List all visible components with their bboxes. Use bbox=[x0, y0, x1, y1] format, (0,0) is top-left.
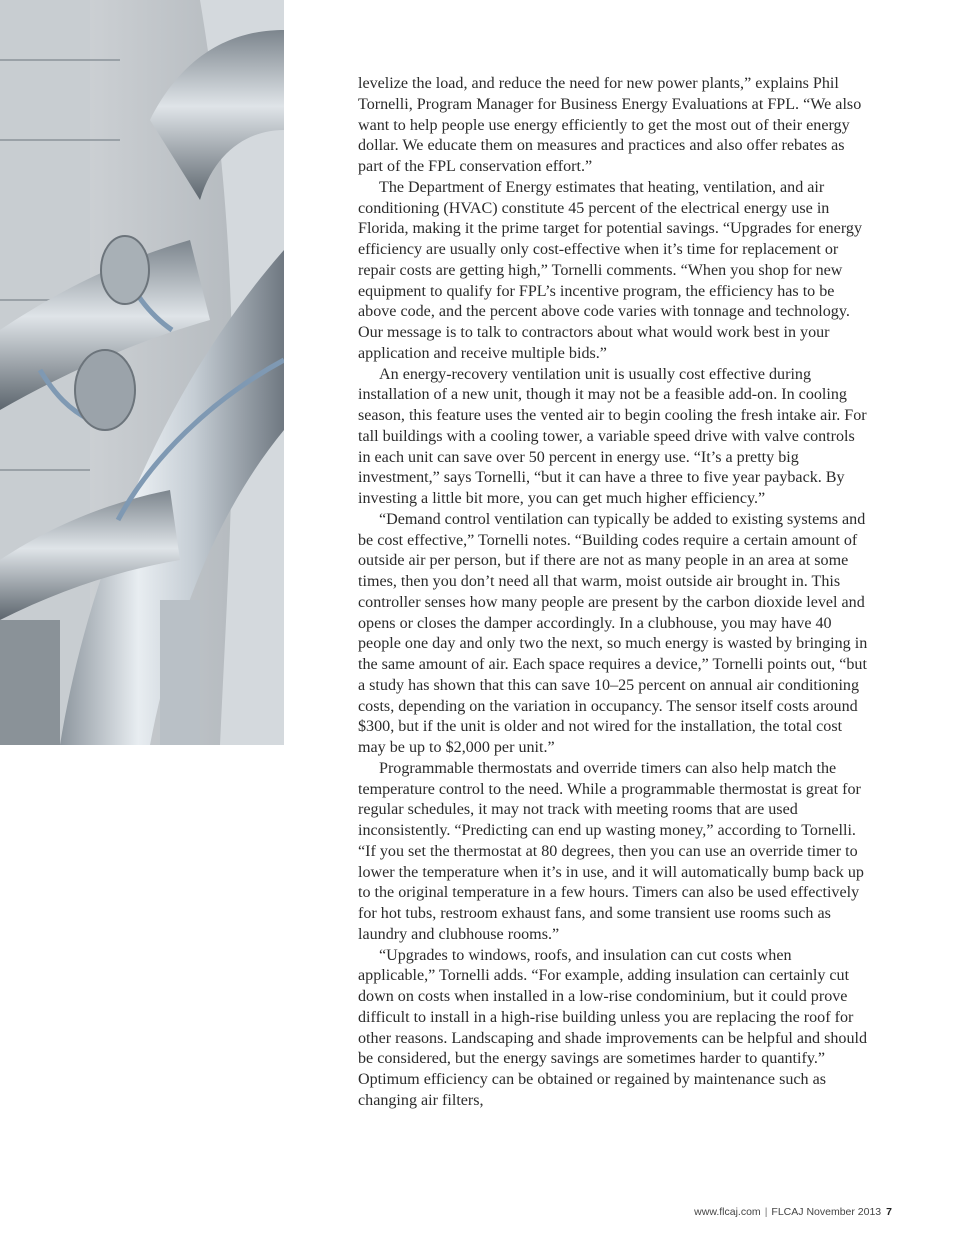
article-paragraph: An energy-recovery ventilation unit is usually cost effective during installation of a new unit, though it may not be a feasible add-on. In cooling season, this feature uses the vented air to begin cooling the fresh intake air. For tall buildings with a cooling tower, a variable speed drive with valve controls in each unit can save over 50 percent in energy use. “It’s a pretty big investment,” says Tornelli, “but it can have a three to five year payback. By investing a little bit more, you can get much higher efficiency.” bbox=[358, 365, 867, 507]
article-paragraph: Programmable thermostats and override timers can also help match the temperature control to the need. While a programmable thermostat is great for regular schedules, it may not track with meeting rooms that are used inconsistently. “Predicting can end up wasting money,” according to Tornelli. “If you set the thermostat at 80 degrees, then you can use an override timer to lower the temperature when it’s in use, and it will automatically bump back up to the original temperature in a few hours. Timers can also be used effectively for hot tubs, restroom exhaust fans, and some transient use rooms such as laundry and clubhouse rooms.” bbox=[358, 759, 864, 943]
footer-issue-date: November 2013 bbox=[806, 1206, 882, 1218]
page-footer bbox=[694, 1206, 892, 1218]
page-number: 7 bbox=[886, 1206, 892, 1218]
article-body bbox=[358, 74, 870, 1112]
article-paragraph: levelize the load, and reduce the need for new power plants,” explains Phil Tornelli, Program Manager for Business Energy Evaluations at FPL. “We also want to help people use energy efficiently to get the most out of their energy dollar. We educate them on measures and practices and also offer rebates as part of the FPL conservation effort.” bbox=[358, 75, 862, 175]
footer-publication: FLCAJ bbox=[771, 1206, 804, 1218]
footer-separator: | bbox=[764, 1206, 768, 1218]
article-paragraph: The Department of Energy estimates that heating, ventilation, and air conditioning (HVAC) constitute 45 percent of the electrical energy use in Florida, making it the prime target for potential savings. “Upgrades for energy efficiency are usually only cost-effective when it’s time for replacement or repair costs are getting high,” Tornelli comments. “When you shop for new equipment to qualify for FPL’s incentive program, the efficiency has to be above code, and the percent above code varies with tonnage and technology. Our message is to talk to contractors about what would work best in your application and receive multiple bids.” bbox=[358, 178, 862, 362]
article-paragraph: “Demand control ventilation can typically be added to existing systems and be cost effective,” Tornelli notes. “Building codes require a certain amount of outside air per person, but if there are not as many people in an area at some times, then you don’t need all that warm, moist outside air brought in. This controller senses how many people are present by the carbon dioxide level and opens or closes the damper accordingly. In a clubhouse, you may have 40 people one day and only two the next, so much energy is wasted by bringing in the same amount of air. Each space requires a device,” Tornelli points out, “but a study has shown that this can save 10–25 percent on annual air conditioning costs, depending on the variation in occupancy. The sensor itself costs around $300, but if the unit is older and not wired for the installation, the total cost may be up to $2,000 per unit.” bbox=[358, 510, 868, 756]
hvac-pipes-photo bbox=[0, 0, 284, 745]
article-paragraph: “Upgrades to windows, roofs, and insulation can cut costs when applicable,” Tornelli adds. “For example, adding insulation can certainly cut down on costs when installed in a low-rise condominium, but it could prove difficult to install in a high-rise building unless you are replacing the roof for other reasons. Landscaping and shade improvements can be helpful and should be considered, but the energy savings are sometimes harder to quantify.” Optimum efficiency can be obtained or regained by maintenance such as changing air filters, bbox=[358, 946, 868, 1109]
footer-website-link[interactable]: www.flcaj.com bbox=[694, 1206, 761, 1218]
